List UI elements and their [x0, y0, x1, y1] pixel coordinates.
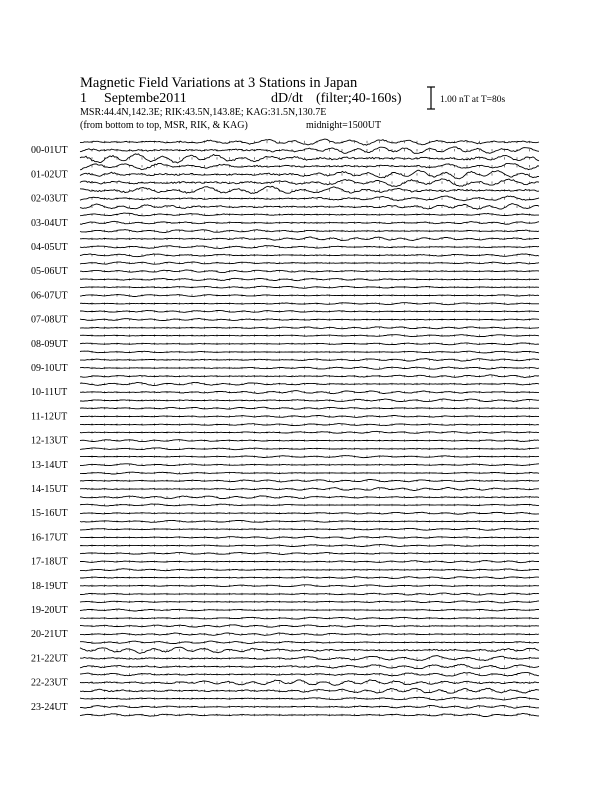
trace-rik [80, 488, 539, 491]
hour-row [31, 163, 539, 186]
hour-row-label: 21-22UT [31, 653, 68, 665]
trace-msr [80, 688, 539, 693]
hour-row [31, 359, 539, 378]
hour-row-label: 05-06UT [31, 266, 68, 278]
trace-rik [80, 464, 539, 466]
trace-kag [80, 431, 539, 433]
trace-kag [80, 577, 539, 579]
filter-label: (filter;40-160s) [316, 91, 402, 106]
trace-rik [80, 270, 539, 273]
trace-rik [80, 391, 539, 394]
trace-msr [80, 327, 539, 329]
hour-row [31, 286, 539, 305]
trace-msr [80, 641, 539, 644]
trace-msr [80, 617, 539, 619]
trace-rik [80, 561, 539, 563]
trace-kag [80, 553, 539, 555]
trace-msr [80, 204, 539, 210]
hour-row-label: 00-01UT [31, 145, 68, 157]
trace-msr [80, 424, 539, 426]
trace-msr [80, 545, 539, 547]
trace-kag [80, 186, 539, 193]
trace-kag [80, 359, 539, 362]
trace-kag [80, 335, 539, 337]
hour-row-label: 09-10UT [31, 363, 68, 374]
trace-rik [80, 609, 539, 611]
trace-rik [80, 633, 539, 636]
trace-rik [80, 512, 539, 514]
trace-rik [80, 440, 539, 442]
station-order-note: (from bottom to top, MSR, RIK, & KAG) [80, 120, 248, 131]
trace-rik [80, 319, 539, 321]
hour-row [31, 139, 539, 163]
trace-kag [80, 237, 539, 241]
hour-row-label: 14-15UT [31, 484, 68, 495]
hour-row [31, 576, 539, 595]
trace-kag [80, 286, 539, 288]
hour-row [31, 672, 539, 693]
trace-msr [80, 154, 539, 163]
midnight-note: midnight=1500UT [306, 120, 382, 131]
chart-header [80, 75, 402, 131]
hour-row [31, 382, 539, 401]
trace-kag [80, 601, 539, 603]
trace-msr [80, 569, 539, 571]
hour-rows [31, 139, 539, 716]
hour-row-label: 10-11UT [31, 387, 68, 399]
hour-row [31, 647, 539, 669]
hour-row [31, 262, 539, 281]
hour-row-label: 20-21UT [31, 629, 68, 641]
trace-kag [80, 647, 539, 653]
trace-kag [80, 382, 539, 385]
hour-row [31, 213, 539, 232]
trace-msr [80, 303, 539, 305]
hour-row-label: 06-07UT [31, 290, 68, 302]
trace-rik [80, 147, 539, 154]
trace-rik [80, 536, 539, 538]
trace-msr [80, 496, 539, 499]
hour-row [31, 601, 539, 620]
trace-rik [80, 221, 539, 224]
trace-kag [80, 456, 539, 458]
scale-bar [427, 87, 505, 109]
hour-row [31, 431, 539, 450]
hour-row-label: 22-23UT [31, 677, 68, 689]
hour-row [31, 334, 539, 353]
hour-row-label: 04-05UT [31, 242, 68, 253]
trace-msr [80, 714, 539, 717]
trace-rik [80, 170, 539, 179]
trace-msr [80, 448, 539, 450]
trace-rik [80, 343, 539, 345]
trace-msr [80, 472, 539, 474]
trace-kag [80, 163, 539, 169]
hour-row-label: 19-20UT [31, 605, 68, 616]
scale-bar-label: 1.00 nT at T=80s [440, 95, 506, 105]
hour-row-label: 18-19UT [31, 580, 68, 592]
trace-rik [80, 680, 539, 686]
hour-row-label: 13-14UT [31, 459, 68, 471]
hour-row-label: 11-12UT [31, 411, 68, 423]
trace-rik [80, 246, 539, 249]
trace-kag [80, 262, 539, 264]
quantity-label: dD/dt [271, 91, 303, 106]
hour-row-label: 17-18UT [31, 556, 68, 568]
hour-row-label: 12-13UT [31, 435, 68, 447]
date-month-year: Septembe2011 [104, 91, 187, 106]
trace-rik [80, 656, 539, 661]
trace-kag [80, 480, 539, 483]
hour-row-label: 15-16UT [31, 508, 68, 520]
trace-kag [80, 528, 539, 530]
trace-msr [80, 351, 539, 353]
trace-rik [80, 196, 539, 201]
trace-msr [80, 179, 539, 187]
trace-rik [80, 585, 539, 587]
trace-kag [80, 625, 539, 627]
hour-row-label: 08-09UT [31, 338, 68, 350]
hour-row [31, 407, 539, 426]
hour-row-label: 07-08UT [31, 314, 68, 326]
trace-msr [80, 520, 539, 522]
hour-row [31, 310, 539, 329]
trace-kag [80, 504, 539, 506]
hour-row [31, 480, 539, 499]
trace-msr [80, 399, 539, 402]
trace-rik [80, 367, 539, 369]
hour-row [31, 552, 539, 571]
trace-kag [80, 407, 539, 409]
hour-row-label: 16-17UT [31, 532, 68, 544]
trace-kag [80, 213, 539, 216]
stations-coordinates: MSR:44.4N,142.3E; RIK:43.5N,143.8E; KAG:31.5N,130.7E [80, 107, 327, 118]
hour-row [31, 455, 539, 474]
hour-row-label: 02-03UT [31, 193, 68, 205]
hour-row-label: 01-02UT [31, 169, 68, 181]
trace-kag [80, 697, 539, 700]
hour-row [31, 186, 539, 209]
trace-rik [80, 416, 539, 418]
trace-kag [80, 311, 539, 313]
trace-msr [80, 254, 539, 257]
trace-rik [80, 295, 539, 297]
chart-title: Magnetic Field Variations at 3 Stations in Japan [80, 75, 358, 91]
trace-msr [80, 375, 539, 378]
hour-row [31, 504, 539, 523]
hour-row [31, 237, 539, 257]
trace-msr [80, 230, 539, 233]
date-day: 1 [80, 91, 87, 106]
hour-row-label: 03-04UT [31, 217, 68, 229]
trace-msr [80, 278, 539, 280]
trace-rik [80, 705, 539, 708]
hour-row [31, 625, 539, 644]
trace-kag [80, 139, 539, 145]
trace-msr [80, 664, 539, 669]
hour-row [31, 528, 539, 547]
hour-row-label: 23-24UT [31, 701, 68, 713]
hour-row [31, 697, 539, 716]
trace-msr [80, 593, 539, 595]
trace-kag [80, 672, 539, 676]
